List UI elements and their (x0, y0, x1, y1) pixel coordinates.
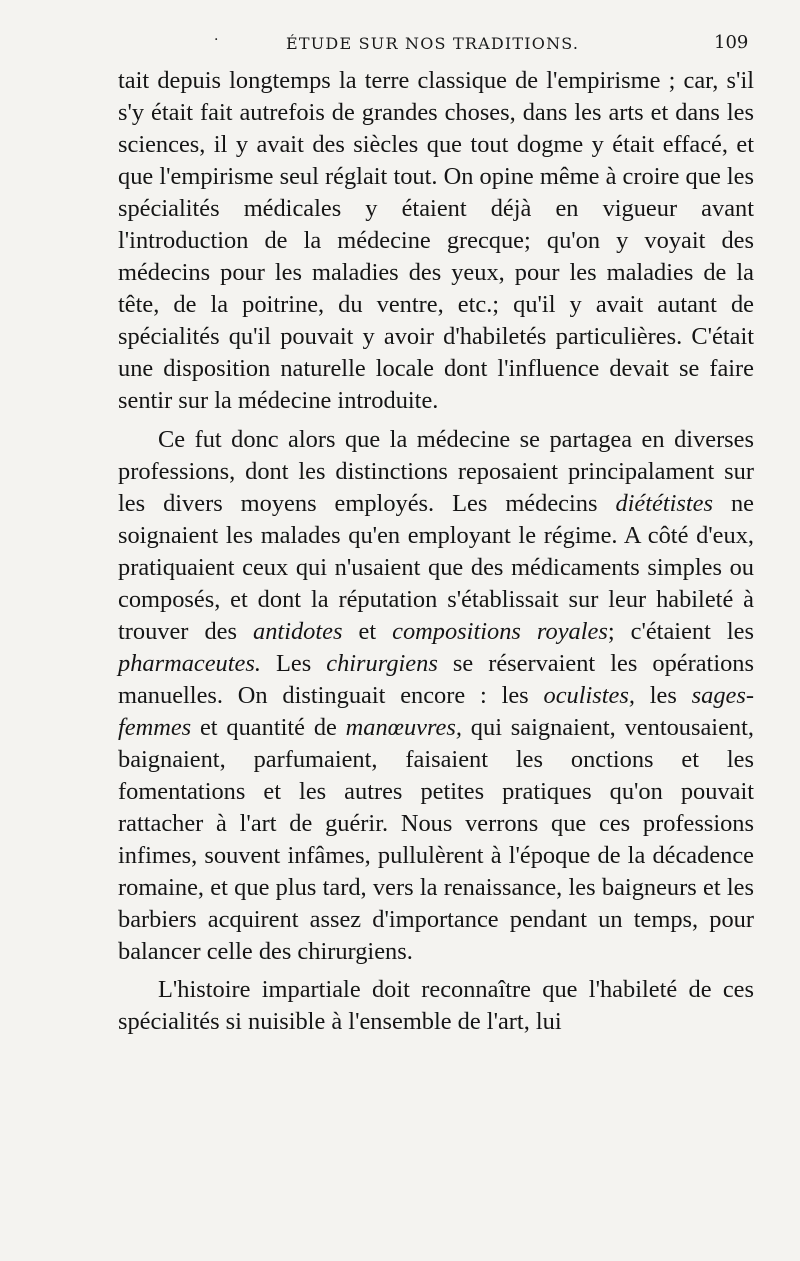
italic-term: diététistes (615, 489, 713, 517)
paragraph (118, 65, 754, 418)
italic-term: sages-femmes (118, 681, 754, 741)
text-run: se réservaient les opérations manuelles. On distinguait encore : les (118, 649, 754, 709)
text-run: qui saignaient, ventousaient, baignaient, parfumaient, faisaient les onctions et les fomentations et les autres petites pratiques qu'on pouvait rattacher à l'art de guérir. Nous verrons que ces professions infimes, souvent infâmes, pullulèrent à l'époque de la décadence romaine, et que plus tard, vers la renaissance, les baigneurs et les barbiers acquirent assez d'importance pendant un temps, pour balancer celle des chirurgiens. (118, 713, 754, 966)
text-run: Ce fut donc alors que la médecine se partagea en diverses professions, dont les distinctions reposaient principalament sur les divers moyens employés. Les médecins (118, 425, 754, 517)
body-text (118, 65, 754, 1038)
text-run: ne soignaient les malades qu'en employant le régime. A côté d'eux, pratiquaient ceux qui n'usaient que des médicaments simples ou composés, et dont la réputation s'établissait sur leur habileté à trouver des (118, 489, 754, 645)
page-header (0, 28, 800, 60)
text-run: et (342, 617, 393, 645)
page-number: 109 (714, 32, 749, 53)
text-run: tait depuis longtemps la terre classique de l'empirisme ; car, s'il s'y était fait autrefois de grandes choses, dans les arts et dans les sciences, il y avait des siècles que tout dogme y était effacé, et que l'empirisme seul réglait tout. On opine même à croire que les spécialités médicales y étaient déjà en vigueur avant l'introduction de la médecine grecque; qu'on y voyait des médecins pour les maladies des yeux, pour les maladies de la tête, de la poitrine, du ventre, etc.; qu'il y avait autant de spécialités qu'il pouvait y avoir d'habiletés particulières. C'était une disposition naturelle locale dont l'influence devait se faire sentir sur la médecine introduite. (118, 67, 754, 415)
header-ornament: · (214, 32, 219, 48)
italic-term: oculistes, (543, 681, 635, 709)
text-run: L'histoire impartiale doit reconnaître que l'habileté de ces spécialités si nuisible à l'ensemble de l'art, lui (118, 976, 754, 1036)
text-run: ; c'étaient les (607, 617, 754, 645)
paragraph (118, 974, 754, 1038)
text-run: les (634, 681, 692, 709)
text-run: et quantité de (191, 713, 346, 741)
running-head: ÉTUDE SUR NOS TRADITIONS. (286, 34, 580, 53)
paragraph (118, 424, 754, 969)
italic-term: antidotes (253, 617, 343, 645)
text-run: Les (260, 649, 327, 677)
italic-term: chirurgiens (326, 649, 438, 677)
italic-term: compositions royales (392, 617, 608, 645)
italic-term: manœuvres, (345, 713, 462, 741)
italic-term: pharmaceutes. (118, 649, 261, 677)
